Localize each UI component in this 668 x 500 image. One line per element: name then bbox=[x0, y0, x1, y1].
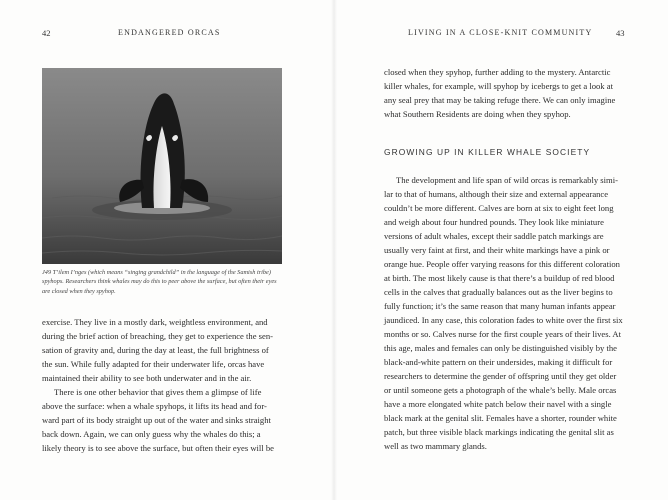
body-line: likely theory is to see above the surface, but often their eyes will be bbox=[42, 443, 274, 453]
body-line: the sun. While fully adapted for their underwater life, orcas have bbox=[42, 359, 265, 369]
body-line: cells in the calves that gradually balances out as the liver begins to bbox=[384, 287, 613, 297]
body-line: orange hue. People offer varying reasons for this different coloration bbox=[384, 259, 620, 269]
body-line: There is one other behavior that gives them a glimpse of life bbox=[54, 387, 262, 397]
body-line: lar to that of humans, although their size and external appearance bbox=[384, 189, 609, 199]
body-line: usually very faint at first, and their white markings have a pink or bbox=[384, 245, 610, 255]
body-line: back down. Again, we can only guess why the whales do this; a bbox=[42, 429, 261, 439]
right-running-head: LIVING IN A CLOSE-KNIT COMMUNITY bbox=[408, 28, 593, 37]
body-line: ward part of its body straight up out of the water and sinks straight bbox=[42, 415, 271, 425]
body-line: jaundiced. In any case, this coloration fades to white over the first six bbox=[384, 315, 623, 325]
body-line: fully function; it’s the same reason that many human infants appear bbox=[384, 301, 616, 311]
body-line: sation of gravity and, during the day at least, the full brightness of bbox=[42, 345, 269, 355]
body-line: and weigh about four hundred pounds. They look like miniature bbox=[384, 217, 604, 227]
body-line: couldn’t be more different. Calves are born at six to eight feet long bbox=[384, 203, 614, 213]
body-line: have a more elongated white patch below their navel with a single bbox=[384, 399, 612, 409]
body-line: or until someone gets a photograph of the whale’s belly. Male orcas bbox=[384, 385, 617, 395]
body-line: well as two mammary glands. bbox=[384, 441, 487, 451]
photo-caption: J49 T’ilem I’nges (which means “singing grandchild” in the language of the Samish tribe) spyhops. Researchers think whales may do this to peer above the surface, but often their eyes are closed when they spyhop. bbox=[42, 269, 277, 295]
body-line: researchers to determine the gender of offspring until they get older bbox=[384, 371, 617, 381]
body-line: The development and life span of wild orcas is remarkably simi- bbox=[396, 175, 618, 185]
body-line: black mark at the genital slit. Females have a shorter, rounder white bbox=[384, 413, 617, 423]
body-line: months or so. Calves nurse for the first couple years of their lives. At bbox=[384, 329, 621, 339]
body-line: patch, but three visible black markings indicating the genital slit as bbox=[384, 427, 614, 437]
body-line: during the brief action of breaching, they get to experience the sen- bbox=[42, 331, 273, 341]
body-line: versions of adult whales, except their saddle patch markings are bbox=[384, 231, 604, 241]
body-line: at birth. The most likely cause is that there’s a buildup of red blood bbox=[384, 273, 615, 283]
body-line: maintained their ability to see both underwater and in the air. bbox=[42, 373, 252, 383]
body-line: above the surface: when a whale spyhops, it lifts its head and for- bbox=[42, 401, 267, 411]
body-line: any seal prey that may be taking refuge there. We can only imagine bbox=[384, 95, 616, 105]
body-line: what Southern Residents are doing when they spyhop. bbox=[384, 109, 571, 119]
section-subheading: GROWING UP IN KILLER WHALE SOCIETY bbox=[384, 147, 591, 157]
body-line: black-and-white pattern on their undersides, making it difficult for bbox=[384, 357, 613, 367]
right-page-number: 43 bbox=[616, 28, 625, 38]
body-line: this age, males and females can only be distinguished visibly by the bbox=[384, 343, 617, 353]
body-line: closed when they spyhop, further adding to the mystery. Antarctic bbox=[384, 67, 611, 77]
orca-illustration bbox=[42, 68, 282, 264]
left-running-head: ENDANGERED ORCAS bbox=[118, 28, 221, 37]
body-line: killer whales, for example, will spyhop by icebergs to get a look at bbox=[384, 81, 613, 91]
body-line: exercise. They live in a mostly dark, weightless environment, and bbox=[42, 317, 268, 327]
left-page-number: 42 bbox=[42, 28, 51, 38]
orca-spyhop-photo bbox=[42, 68, 282, 264]
